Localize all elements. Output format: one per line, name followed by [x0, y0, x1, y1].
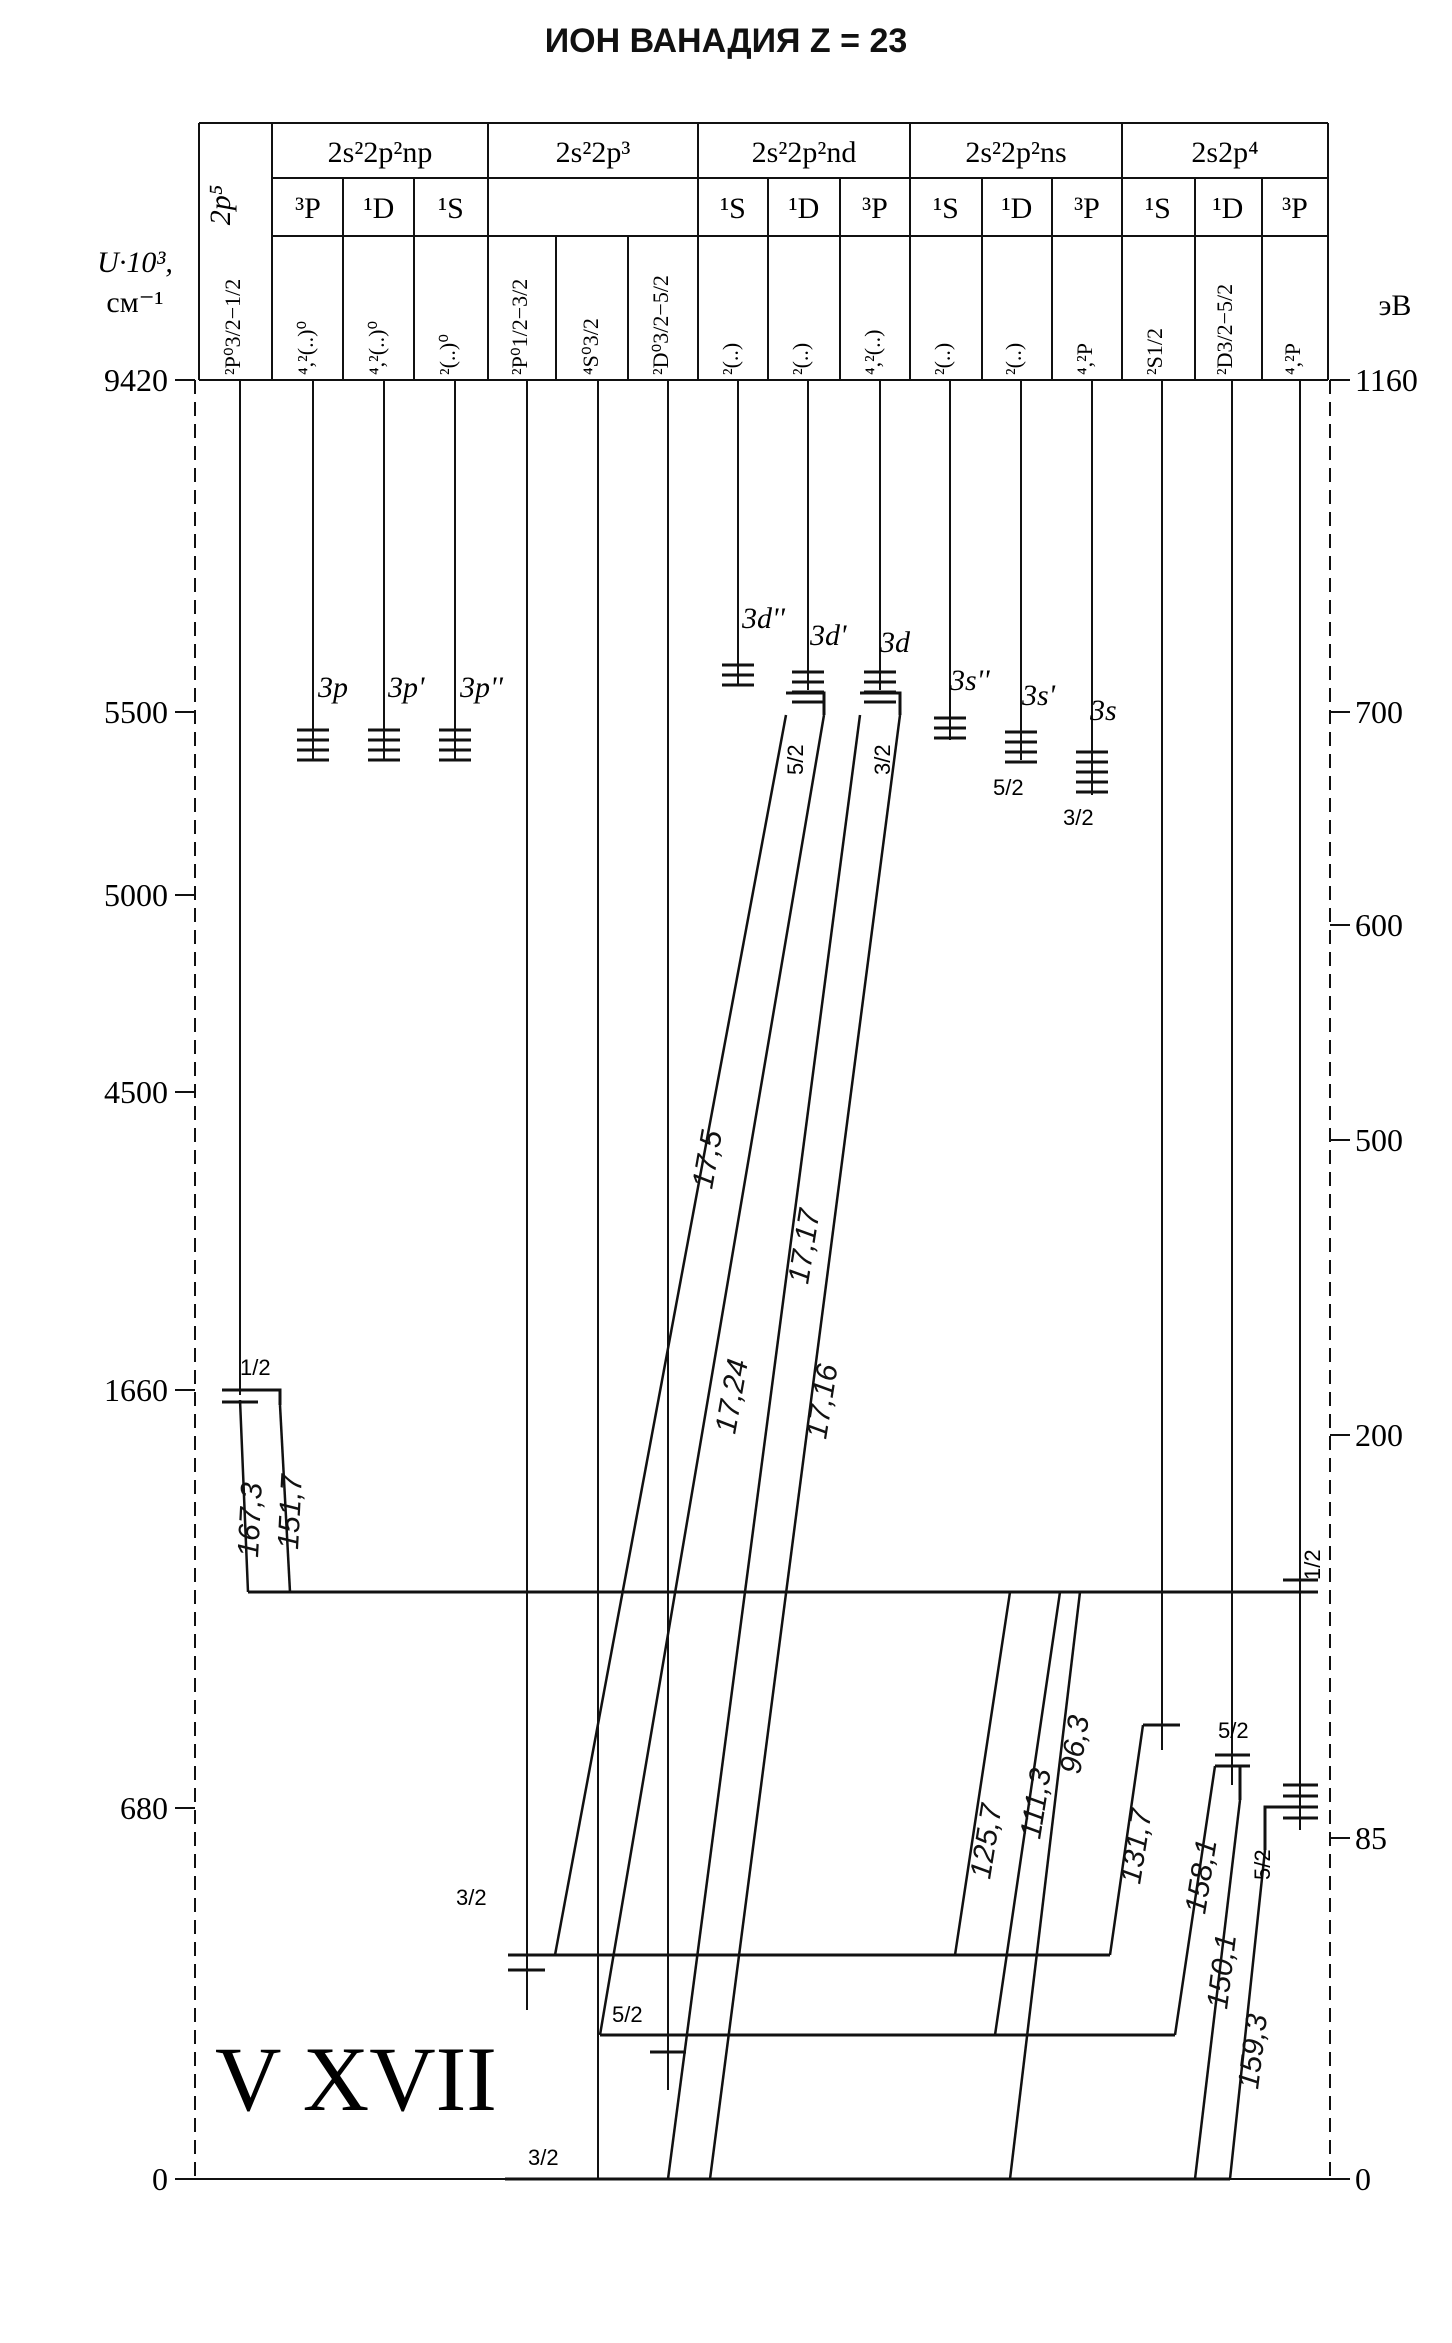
col-label-2: ⁴,²(..)⁰	[293, 320, 318, 375]
transition-label-17-17: 17,17	[782, 1206, 827, 1287]
level-label-3p2: 3p''	[460, 671, 503, 704]
level-ticks	[222, 665, 1318, 2052]
config-np: 2s²2p²np	[327, 136, 433, 169]
term-np-1S: ¹S	[438, 192, 464, 225]
column-labels	[220, 275, 1305, 375]
level-label-3p1: 3p'	[388, 671, 425, 704]
transition-label-17-16: 17,16	[800, 1361, 845, 1442]
j-label-ground-2: 5/2	[612, 2002, 643, 2027]
j-label-ground-1: 3/2	[456, 1885, 487, 1910]
col-label-3: ⁴,²(..)⁰	[364, 320, 389, 375]
term-2s2p4-1S: ¹S	[1145, 192, 1171, 225]
col-label-4: ²(..)⁰	[435, 333, 460, 375]
level-label-3p: 3p	[318, 671, 348, 704]
term-ns-1S: ¹S	[933, 192, 959, 225]
col-label-15: ²D3/2−5/2	[1212, 283, 1237, 375]
left-tick-1660: 1660	[104, 1372, 168, 1408]
j-label-ground-3: 3/2	[528, 2145, 559, 2170]
ion-label: V XVII	[215, 2028, 497, 2130]
level-labels	[317, 602, 1117, 727]
left-tick-5500: 5500	[104, 694, 168, 730]
col-label-9: ²(..)	[788, 342, 813, 375]
transition-label-111-3: 111,3	[1014, 1766, 1058, 1842]
page-title: ИОН ВАНАДИЯ Z = 23	[544, 22, 908, 60]
right-tick-600: 600	[1355, 907, 1403, 943]
right-tick-200: 200	[1355, 1417, 1403, 1453]
col-label-7: ²D⁰3/2−5/2	[648, 275, 673, 375]
level-label-3s1: 3s'	[1022, 679, 1056, 712]
col-label-14: ²S1/2	[1142, 328, 1167, 375]
transition-label-125-7: 125,7	[964, 1801, 1009, 1882]
left-axis-labels	[104, 362, 168, 2197]
left-axis-unit-line2: см⁻¹	[106, 286, 164, 319]
right-tick-500: 500	[1355, 1122, 1403, 1158]
right-axis-unit: эВ	[1378, 289, 1412, 322]
left-tick-680: 680	[120, 1790, 168, 1826]
col-label-5: ²P⁰1/2−3/2	[507, 278, 532, 375]
left-tick-4500: 4500	[104, 1074, 168, 1110]
term-2s2p4-1D: ¹D	[1212, 192, 1244, 225]
left-axis-ticks	[175, 380, 195, 2179]
col-label-10: ⁴,²(..)	[860, 329, 885, 375]
transition-label-17-24: 17,24	[709, 1356, 755, 1437]
diagram-frame	[190, 123, 1330, 2179]
col-label-13: ⁴,²P	[1072, 342, 1097, 375]
left-tick-9420: 9420	[104, 362, 168, 398]
j-label-nd-2: 3/2	[870, 744, 895, 775]
right-tick-1160: 1160	[1355, 362, 1418, 398]
right-axis-ticks	[1330, 380, 1350, 2179]
j-label-2p5: 1/2	[240, 1355, 271, 1380]
transition-label-159-3: 159,3	[1232, 2012, 1275, 2091]
transition-label-158-1: 158,1	[1179, 1836, 1224, 1917]
col-label-8: ²(..)	[718, 342, 743, 375]
transition-lines	[240, 715, 1265, 2179]
col-label-6: ⁴S⁰3/2	[578, 318, 603, 375]
transition-label-150-1: 150,1	[1201, 1932, 1244, 2011]
config-2p3: 2s²2p³	[555, 136, 631, 169]
axis-dashed-borders	[195, 380, 1330, 2179]
term-np-1D: ¹D	[363, 192, 395, 225]
col-label-11: ²(..)	[930, 342, 955, 375]
col-label-12: ²(..)	[1001, 342, 1026, 375]
transition-labels	[232, 1128, 1274, 2091]
transition-label-167-3: 167,3	[232, 1481, 269, 1559]
j-label-nd-1: 5/2	[783, 744, 808, 775]
right-axis-labels	[1355, 362, 1418, 2197]
transition-label-131-7: 131,7	[1114, 1806, 1159, 1887]
transition-label-151-7: 151,7	[272, 1473, 309, 1551]
j-label-ns-1: 5/2	[993, 775, 1024, 800]
level-label-3d: 3d	[880, 626, 910, 659]
j-label-3P-lower: 5/2	[1250, 1849, 1275, 1880]
config-nd: 2s²2p²nd	[751, 136, 857, 169]
right-tick-700: 700	[1355, 694, 1403, 730]
left-tick-0: 0	[152, 2161, 168, 2197]
col-label-1: ²P⁰3/2−1/2	[220, 278, 245, 375]
right-tick-85: 85	[1355, 1820, 1387, 1856]
term-2s2p4-3P: ³P	[1282, 192, 1308, 225]
level-columns	[240, 380, 1300, 2179]
term-nd-1D: ¹D	[788, 192, 820, 225]
left-tick-5000: 5000	[104, 877, 168, 913]
j-label-1D: 5/2	[1218, 1718, 1249, 1743]
config-2s2p4: 2s2p⁴	[1191, 136, 1259, 169]
lower-levels	[240, 693, 1315, 2179]
j-label-3P-upper: 1/2	[1300, 1549, 1325, 1580]
term-nd-1S: ¹S	[720, 192, 746, 225]
right-tick-0: 0	[1355, 2161, 1371, 2197]
config-2p5: 2p⁵	[204, 184, 237, 226]
term-ns-1D: ¹D	[1001, 192, 1033, 225]
level-label-3d1: 3d'	[810, 619, 847, 652]
term-nd-3P: ³P	[862, 192, 888, 225]
term-labels	[295, 192, 1308, 225]
transition-label-96-3: 96,3	[1054, 1713, 1097, 1777]
col-label-16: ⁴,²P	[1280, 342, 1305, 375]
transition-label-17-5: 17,5	[686, 1127, 730, 1192]
level-label-3s2: 3s''	[950, 664, 990, 697]
config-ns: 2s²2p²ns	[965, 136, 1067, 169]
left-axis-unit-line1: U·10³,	[97, 246, 173, 279]
level-label-3d2: 3d''	[742, 602, 785, 635]
term-ns-3P: ³P	[1074, 192, 1100, 225]
term-np-3P: ³P	[295, 192, 321, 225]
j-label-ns-2: 3/2	[1063, 805, 1094, 830]
level-label-3s: 3s	[1090, 694, 1117, 727]
